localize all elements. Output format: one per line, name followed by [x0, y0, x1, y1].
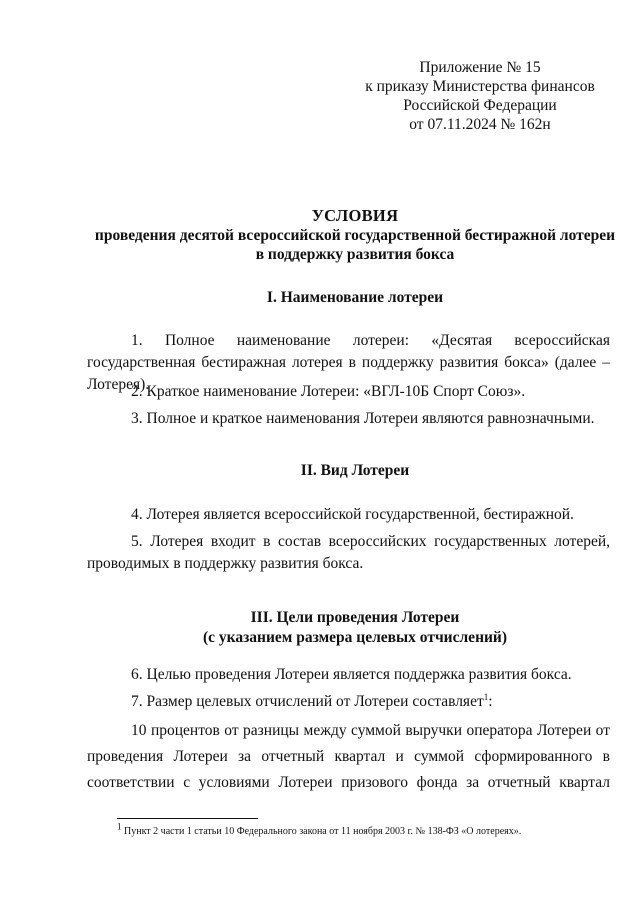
appendix-date-number: от 07.11.2024 № 162н — [409, 116, 551, 133]
document-title — [60, 206, 640, 265]
paragraph-3: 3. Полное и краткое наименования Лотереи являются равнозначными. — [131, 410, 595, 427]
paragraph-2: 2. Краткое наименование Лотереи: «ВГЛ-10Б Спорт Союз». — [131, 383, 526, 400]
footnote-text: Пункт 2 части 1 статьи 10 Федерального закона от 11 ноября 2003 г. № 138-ФЗ «О лотереях». — [121, 826, 522, 837]
footnote-marker: 1 — [117, 821, 122, 832]
section-heading-3 — [60, 608, 640, 647]
title-line-3: в поддержку развития бокса — [255, 246, 455, 263]
section-heading-2: II. Вид Лотереи — [300, 462, 410, 479]
paragraph-7 — [87, 691, 610, 713]
paragraph-5: 5. Лотерея входит в состав всероссийских государственных лотерей, проводимых в поддержку развития бокса. — [87, 533, 610, 572]
paragraph-4: 4. Лотерея является всероссийской государственной, бестиражной. — [131, 506, 574, 523]
paragraph-7-text: 7. Размер целевых отчислений от Лотереи составляет — [131, 693, 484, 710]
section-heading-3-line-1: III. Цели проведения Лотереи — [250, 609, 460, 626]
paragraph-6: 6. Целью проведения Лотереи является поддержка развития бокса. — [131, 666, 572, 683]
footnote-ref-1[interactable]: 1 — [483, 691, 489, 702]
paragraph-1: 1. Полное наименование лотереи: «Десятая всероссийская государственная бестиражная лотерея в поддержку развития бокса» (далее – Лотерея). — [87, 332, 610, 393]
section-heading-1: I. Наименование лотереи — [266, 289, 444, 306]
title-line-2: проведения десятой всероссийской государственной бестиражной лотереи — [94, 226, 616, 244]
paragraph-7-tail: : — [488, 693, 493, 710]
appendix-number: Приложение № 15 — [419, 59, 541, 76]
footnote-separator — [117, 818, 258, 819]
appendix-country: Российской Федерации — [403, 97, 557, 114]
paragraph-8: 10 процентов от разницы между суммой выручки оператора Лотереи от проведения Лотереи за отчетный квартал и суммой сформированного в соответствии с условиями Лотереи призового фонда за отчетный квартал — [87, 722, 610, 791]
section-heading-3-line-2: (с указанием размера целевых отчислений) — [202, 628, 508, 646]
title-main: УСЛОВИЯ — [311, 206, 399, 225]
appendix-order-ref: к приказу Министерства финансов — [365, 78, 595, 95]
footnote — [117, 821, 522, 837]
appendix-header — [330, 58, 630, 134]
